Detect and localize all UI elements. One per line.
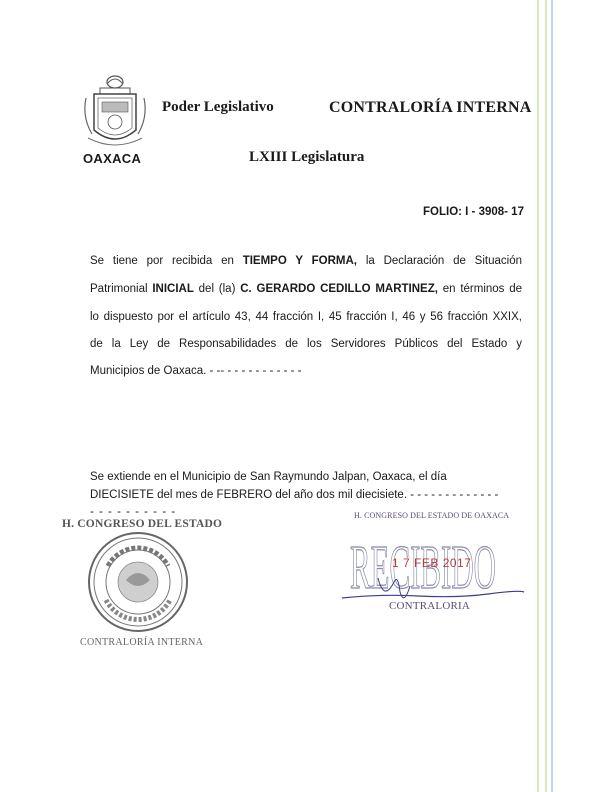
body-line-3: lo dispuesto por el artículo 43, 44 fracción I, 45 fracción I, 46 y 56 fracción XXIX, xyxy=(90,311,522,323)
text-span: la Declaración de Situación xyxy=(357,255,522,267)
text-span: del (la) xyxy=(193,283,241,295)
received-stamp-header: H. CONGRESO DEL ESTADO DE OAXACA xyxy=(354,511,510,520)
closing-line-2: DIECISIETE del mes de FEBRERO del año dos mil diecisiete. - - - - - - - - - - - - - xyxy=(90,489,499,501)
emphasis-text: TIEMPO Y FORMA, xyxy=(242,255,358,267)
page-edge-lines xyxy=(530,0,560,792)
closing-line-1: Se extiende en el Municipio de San Raymundo Jalpan, Oaxaca, el día xyxy=(90,471,447,483)
body-line-1 xyxy=(90,255,522,267)
folio-number: FOLIO: I - 3908- 17 xyxy=(423,206,524,218)
person-name: C. GERARDO CEDILLO MARTINEZ, xyxy=(240,283,438,295)
state-label: OAXACA xyxy=(83,151,142,166)
internal-comptroller-stamp-label: CONTRALORÍA INTERNA xyxy=(80,637,204,648)
oaxaca-coat-of-arms-icon xyxy=(80,72,150,152)
body-line-4: de la Ley de Responsabilidades de los Servidores Públicos del Estado y xyxy=(90,338,522,350)
branch-title: Poder Legislativo xyxy=(162,99,274,115)
office-title: CONTRALORÍA INTERNA xyxy=(329,99,532,116)
received-date: 1 7 FEB 2017 xyxy=(392,556,472,570)
legislature-title: LXIII Legislatura xyxy=(249,149,365,165)
text-span: Se tiene por recibida en xyxy=(90,255,243,267)
text-span: Patrimonial xyxy=(90,283,153,295)
comptroller-stamp-label: CONTRALORIA xyxy=(389,600,471,612)
body-line-2 xyxy=(90,283,522,295)
legislative-seal-icon xyxy=(86,530,190,634)
emphasis-text: INICIAL xyxy=(152,283,194,295)
svg-text:RECIBIDO: RECIBIDO xyxy=(350,534,496,594)
body-line-5: Municipios de Oaxaca. - -- - - - - - - - - - - - xyxy=(90,365,302,377)
closing-line-3: - - - - - - - - - - xyxy=(90,506,177,518)
congress-stamp-title: H. CONGRESO DEL ESTADO xyxy=(62,518,223,530)
text-span: en términos de xyxy=(437,283,523,295)
